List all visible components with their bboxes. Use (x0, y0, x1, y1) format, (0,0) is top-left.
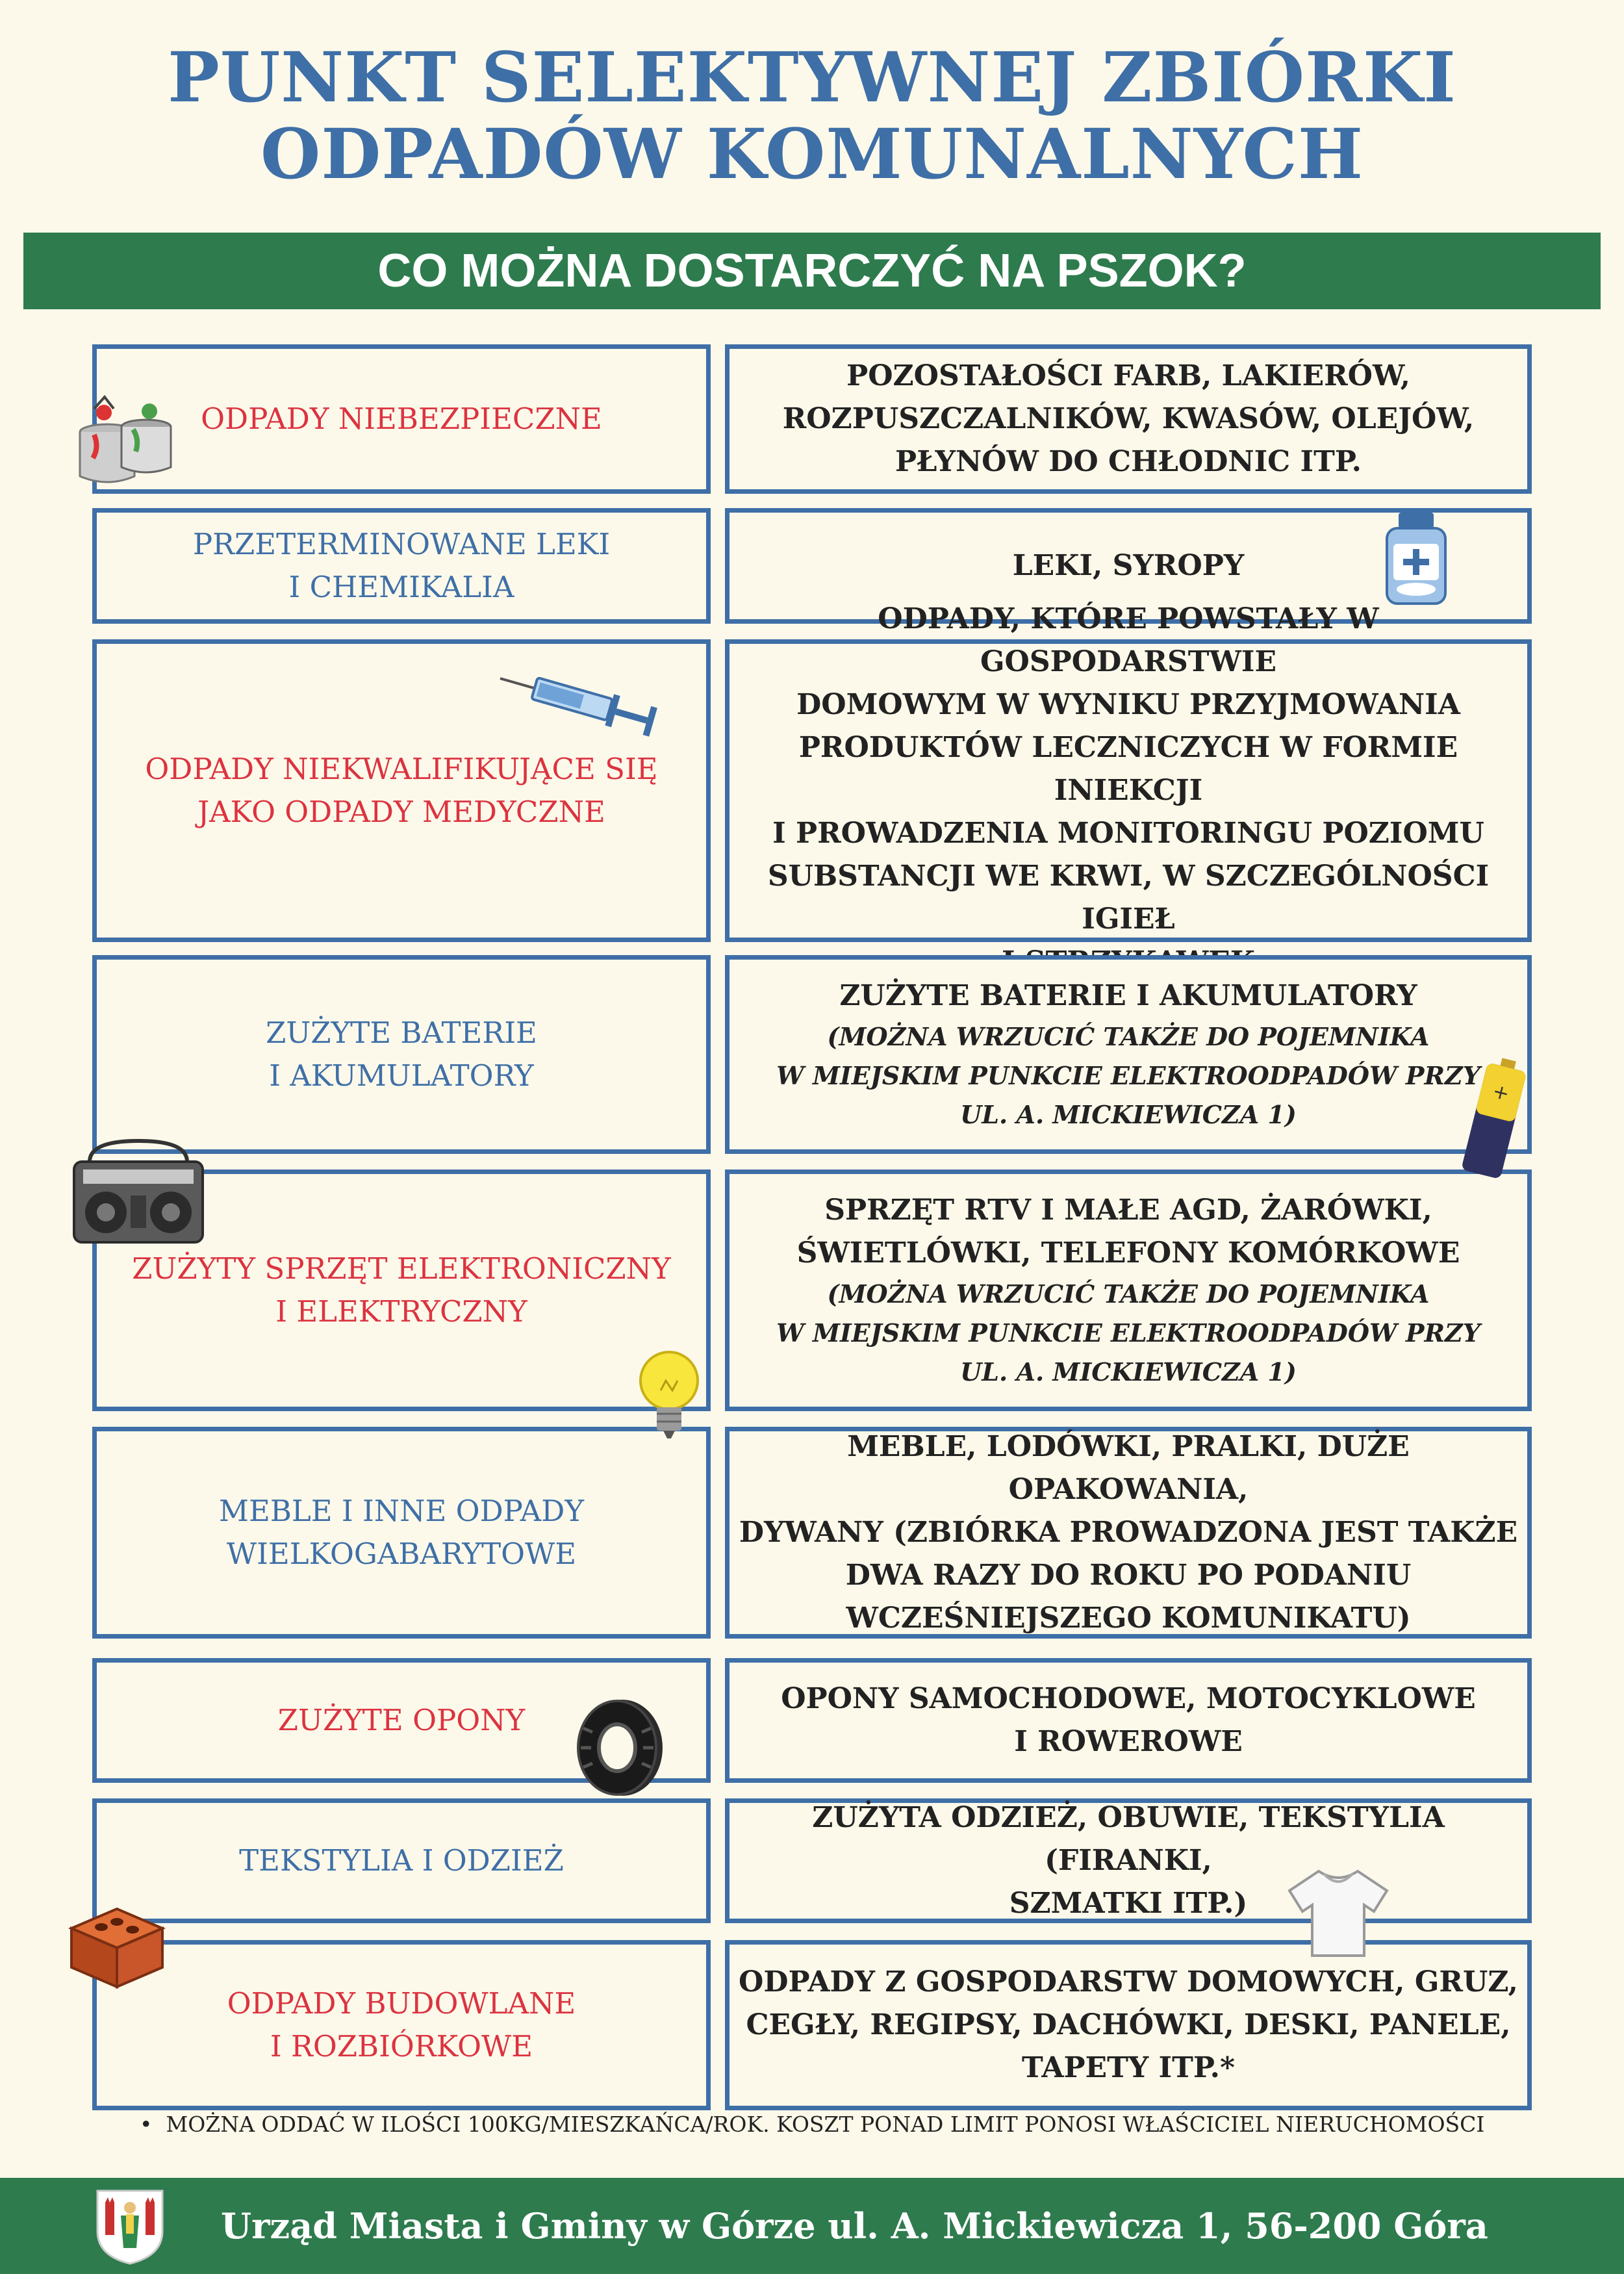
note-line: UL. A. MICKIEWICZA 1) (960, 1100, 1297, 1129)
category-cell (92, 1427, 711, 1639)
category-label: ZUŻYTE BATERIE (266, 1016, 537, 1050)
description-line: SPRZĘT RTV I MAŁE AGD, ŻARÓWKI, (824, 1194, 1432, 1227)
description-line: TAPETY ITP.* (1021, 2051, 1236, 2084)
description-line: DYWANY (ZBIÓRKA PROWADZONA JEST TAKŻE (739, 1516, 1518, 1549)
category-cell (92, 508, 711, 624)
category-label: MEBLE I INNE ODPADY (218, 1494, 585, 1528)
tire-icon (572, 1696, 669, 1800)
description-line: SZMATKI ITP.) (1009, 1887, 1248, 1920)
description-line: ZUŻYTA ODZIEŻ, OBUWIE, TEKSTYLIA (FIRANKI, (812, 1801, 1445, 1877)
svg-text:+: + (1490, 1079, 1512, 1106)
category-label: JAKO ODPADY MEDYCZNE (197, 795, 605, 829)
category-label: I ELEKTRYCZNY (275, 1294, 527, 1329)
category-label: TEKSTYLIA I ODZIEŻ (239, 1843, 564, 1878)
category-label: ODPADY NIEKWALIFIKUJĄCE SIĘ (145, 752, 658, 786)
t-shirt-icon (1286, 1865, 1390, 1962)
section-banner: CO MOŻNA DOSTARCZYĆ NA PSZOK? (23, 233, 1601, 309)
description-line: OPONY SAMOCHODOWE, MOTOCYKLOWE (781, 1682, 1476, 1715)
description-line: ODPADY, KTÓRE POWSTAŁY W GOSPODARSTWIE (878, 602, 1379, 678)
description-cell (725, 1940, 1532, 2110)
category-cell (92, 1940, 711, 2110)
light-bulb-icon (633, 1345, 705, 1442)
description-line: DWA RAZY DO ROKU PO PODANIU (845, 1559, 1412, 1592)
description-line: ODPADY Z GOSPODARSTW DOMOWYCH, GRUZ, (738, 1965, 1518, 1999)
description-line: ŚWIETLÓWKI, TELEFONY KOMÓRKOWE (796, 1236, 1460, 1270)
syringe-icon (494, 666, 669, 737)
note-line: (MOŻNA WRZUCIĆ TAKŻE DO POJEMNIKA (827, 1279, 1430, 1309)
category-label: I ROZBIÓRKOWE (270, 2029, 533, 2063)
medicine-bottle-icon (1380, 510, 1452, 607)
category-label: I AKUMULATORY (269, 1058, 534, 1093)
description-line: CEGŁY, REGIPSY, DACHÓWKI, DESKI, PANELE, (746, 2008, 1511, 2041)
category-label: ODPADY NIEBEZPIECZNE (201, 402, 602, 436)
category-label: ODPADY BUDOWLANE (227, 1986, 576, 2021)
battery-icon (1455, 1053, 1533, 1182)
note-line: (MOŻNA WRZUCIĆ TAKŻE DO POJEMNIKA (827, 1022, 1430, 1051)
category-label: ZUŻYTY SPRZĘT ELEKTRONICZNY (132, 1251, 671, 1286)
description-line: I ROWEROWE (1014, 1725, 1243, 1758)
brick-icon (65, 1902, 169, 2006)
coat-of-arms-icon (91, 2186, 169, 2266)
description-line: DOMOWYM W WYNIKU PRZYJMOWANIA (796, 688, 1460, 721)
footnote: • MOŻNA ODDAĆ W ILOŚCI 100KG/MIESZKAŃCA/ROK. KOSZT PONAD LIMIT PONOSI WŁAŚCICIEL NIERUCHOMOŚCI (140, 2112, 1485, 2137)
footnote-text: MOŻNA ODDAĆ W ILOŚCI 100KG/MIESZKAŃCA/ROK. KOSZT PONAD LIMIT PONOSI WŁAŚCICIEL NIERUCHOMOŚCI (166, 2112, 1485, 2137)
note-line: W MIEJSKIM PUNKCIE ELEKTROODPADÓW PRZY (776, 1061, 1480, 1090)
footer-address: Urząd Miasta i Gminy w Górze ul. A. Mickiewicza 1, 56-200 Góra (221, 2205, 1488, 2247)
page-title (0, 36, 1624, 194)
description-line: PRODUKTÓW LECZNICZYCH W FORMIE INIEKCJI (798, 731, 1458, 807)
description-line: SUBSTANCJI WE KRWI, W SZCZEGÓLNOŚCI IGIEŁ (767, 860, 1490, 936)
category-label: I CHEMIKALIA (288, 570, 514, 604)
category-label: PRZETERMINOWANE LEKI (192, 527, 611, 561)
description-cell (725, 1658, 1532, 1783)
title-line-1: PUNKT SELEKTYWNEJ ZBIÓRKI (168, 36, 1456, 118)
description-line: ZUŻYTE BATERIE I AKUMULATORY (839, 979, 1417, 1012)
description-cell (725, 1798, 1532, 1923)
category-cell (92, 1798, 711, 1923)
note-line: UL. A. MICKIEWICZA 1) (960, 1357, 1297, 1386)
description-line: LEKI, SYROPY (1012, 549, 1245, 582)
description-line: WCZEŚNIEJSZEGO KOMUNIKATU) (846, 1602, 1411, 1635)
radio-icon (70, 1136, 207, 1246)
description-line: PŁYNÓW DO CHŁODNIC ITP. (895, 445, 1362, 478)
description-cell (725, 955, 1532, 1154)
category-label: WIELKOGABARYTOWE (226, 1537, 577, 1571)
paint-cans-icon (68, 393, 185, 491)
description-line: ROZPUSZCZALNIKÓW, KWASÓW, OLEJÓW, (782, 402, 1475, 435)
category-label: ZUŻYTE OPONY (277, 1703, 526, 1737)
title-line-2: ODPADÓW KOMUNALNYCH (260, 113, 1364, 194)
note-line: W MIEJSKIM PUNKCIE ELEKTROODPADÓW PRZY (776, 1318, 1480, 1348)
description-cell (725, 602, 1532, 942)
description-line: I PROWADZENIA MONITORINGU POZIOMU (772, 817, 1484, 850)
description-cell (725, 344, 1532, 494)
description-cell (725, 1427, 1532, 1639)
category-cell (92, 955, 711, 1154)
footer (0, 2178, 1624, 2274)
description-line: POZOSTAŁOŚCI FARB, LAKIERÓW, (846, 359, 1410, 392)
description-cell (725, 1169, 1532, 1411)
description-line: MEBLE, LODÓWKI, PRALKI, DUŻE OPAKOWANIA, (847, 1430, 1410, 1506)
